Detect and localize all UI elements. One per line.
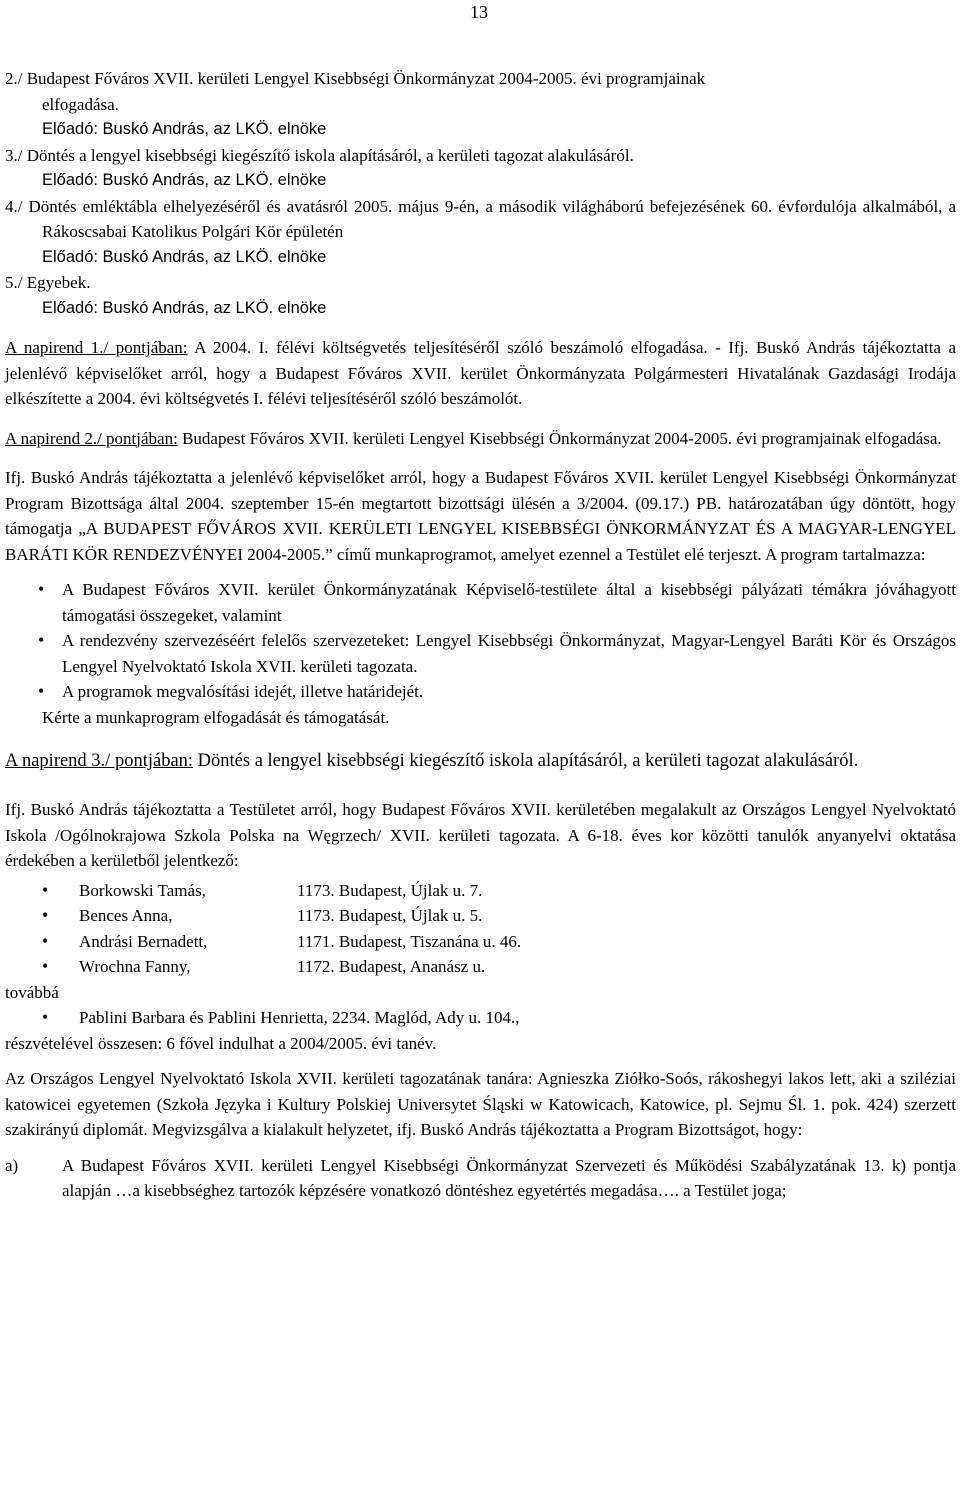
student-address: 1173. Budapest, Újlak u. 7.	[297, 880, 483, 900]
student-name: Bences Anna,	[79, 906, 173, 925]
list-item-a-label: a)	[5, 1155, 19, 1175]
agenda-item-4: 4./ Döntés emléktábla elhelyezéséről és avatásról 2005. május 9-én, a második világháború befejezésének 60. évfordulója alkalmából, a Rákoscsabai Katolikus Polgári Kör épületén	[5, 196, 956, 241]
list-item: • A rendezvény szervezéséért felelős szervezeteket: Lengyel Kisebbségi Önkormányzat, Magyar-Lengyel Baráti Kör és Országos Lengyel Nyelvoktató Iskola XVII. kerületi tagozata.	[5, 628, 956, 679]
section-3-title: Döntés a lengyel kisebbségi kiegészítő iskola alapításáról, a kerületi tagozat alakulásáról.	[197, 751, 859, 771]
agenda-item-2-presenter: Előadó: Buskó András, az LKÖ. elnöke	[42, 120, 327, 138]
section-2-title: Budapest Főváros XVII. kerületi Lengyel Kisebbségi Önkormányzat 2004-2005. évi programjainak elfogadása.	[182, 428, 942, 448]
section-2-heading: A napirend 2./ pontjában:	[5, 428, 178, 448]
list-item: • A Budapest Főváros XVII. kerület Önkormányzatának Képviselő-testülete által a kisebbségi pályázati témákra jóváhagyott támogatási összegeket, valamint	[5, 577, 956, 628]
extra-student-list	[5, 1005, 956, 1031]
list-item: • Pablini Barbara és Pablini Henrietta, 2234. Maglód, Ady u. 104.,	[5, 1005, 956, 1031]
section-3-text: Ifj. Buskó András tájékoztatta a Testületet arról, hogy Budapest Főváros XVII. kerületében megalakult az Országos Lengyel Nyelvoktató Iskola /Ogólnokrajowa Szkola Polska na Węgrzech/ XVII. kerületi tagozata. A 6-18. éves kor közötti tanulók anyanyelvi oktatása érdekében a kerületből jelentkező:	[5, 800, 956, 870]
list-item	[5, 903, 956, 929]
document-body	[5, 66, 956, 1204]
list-item: • A programok megvalósítási idejét, illetve határidejét.	[5, 679, 956, 705]
agenda-item-2-cont: elfogadása.	[42, 94, 119, 114]
page-number: 13	[470, 2, 488, 22]
agenda-item-5: 5./ Egyebek.	[5, 273, 91, 292]
list-item-a-text: A Budapest Főváros XVII. kerületi Lengyel Kisebbségi Önkormányzat Szervezeti és Működési Szabályzatának 13. k) pontja alapján …a kisebbséghez tartozók képzésére vonatkozó döntéshez egyetértés megadása…. a Testület joga;	[62, 1155, 956, 1200]
student-name: Borkowski Tamás,	[79, 880, 206, 900]
list-item	[5, 929, 956, 955]
list-item	[5, 954, 956, 980]
furthermore-label: továbbá	[5, 982, 59, 1002]
section-1-text: A 2004. I. félévi költségvetés teljesítéséről szóló beszámoló elfogadása. - Ifj. Buskó András tájékoztatta a jelenlévő képviselőket arról, hogy a Budapest Főváros XVII. kerület Önkormányzata Polgármesteri Hivatalának Gazdasági Irodája elkészítette a 2004. évi költségvetés I. félévi teljesítéséről szóló beszámolót.	[5, 338, 957, 408]
agenda-item-3: 3./ Döntés a lengyel kisebbségi kiegészítő iskola alapításáról, a kerületi tagozat alakulásáról.	[5, 145, 634, 165]
student-address: 1173. Budapest, Újlak u. 5.	[297, 906, 483, 925]
section-2-title-paragraph	[5, 426, 956, 452]
agenda-item-4-presenter: Előadó: Buskó András, az LKÖ. elnöke	[42, 247, 327, 266]
section-1-heading: A napirend 1./ pontjában:	[5, 338, 188, 357]
student-address: 1171. Budapest, Tiszanána u. 46.	[297, 931, 522, 951]
agenda-item-3-presenter: Előadó: Buskó András, az LKÖ. elnöke	[42, 171, 327, 189]
agenda-item-5-presenter: Előadó: Buskó András, az LKÖ. elnöke	[42, 298, 327, 317]
section-1-paragraph	[5, 335, 956, 412]
student-name: Andrási Bernadett,	[79, 931, 208, 951]
section-2-text: Ifj. Buskó András tájékoztatta a jelenlévő képviselőket arról, hogy a Budapest Főváros XVII. kerület Lengyel Kisebbségi Önkormányzat Program Bizottsága által 2004. szeptember 15-én megtartott bizottsági ülésén a 3/2004. (09.17.) PB. határozatában úgy döntött, hogy támogatja „A BUDAPEST FŐVÁROS XVII. KERÜLETI LENGYEL KISEBBSÉGI ÖNKORMÁNYZAT ÉS A MAGYAR-LENGYEL BARÁTI KÖR RENDEZVÉNYEI 2004-2005.” című munkaprogramot, amelyet ezennel a Testület elé terjeszt. A program tartalmazza:	[5, 468, 956, 564]
section-2-closing: Kérte a munkaprogram elfogadását és támogatását.	[42, 707, 390, 727]
section-3-title-paragraph	[5, 748, 956, 775]
section-3-summary: részvételével összesen: 6 fővel indulhat a 2004/2005. évi tanév.	[5, 1033, 437, 1053]
list-item	[5, 878, 956, 904]
student-list	[5, 878, 956, 980]
list-item-a	[5, 1153, 956, 1204]
section-2-bullet-list	[5, 577, 956, 705]
agenda-item-2: 2./ Budapest Főváros XVII. kerületi Lengyel Kisebbségi Önkormányzat 2004-2005. évi programjainak	[5, 69, 706, 88]
section-3-heading: A napirend 3./ pontjában:	[5, 751, 194, 771]
student-name: Wrochna Fanny,	[79, 957, 191, 976]
student-address: 1172. Budapest, Ananász u.	[297, 957, 486, 976]
section-3-teacher: Az Országos Lengyel Nyelvoktató Iskola XVII. kerületi tagozatának tanára: Agnieszka Ziółko-Soós, rákoshegyi lakos lett, aki a sziléziai katowicei egyetemen (Szkoła Języka i Kultury Polskiej Universytet Śląski w Katowicach, Katowice, pl. Sejmu Śl. 1. pok. 424) szerzett szakirányú diplomát. Megvizsgálva a kialakult helyzetet, ifj. Buskó András tájékoztatta a Program Bizottságot, hogy:	[5, 1069, 956, 1139]
